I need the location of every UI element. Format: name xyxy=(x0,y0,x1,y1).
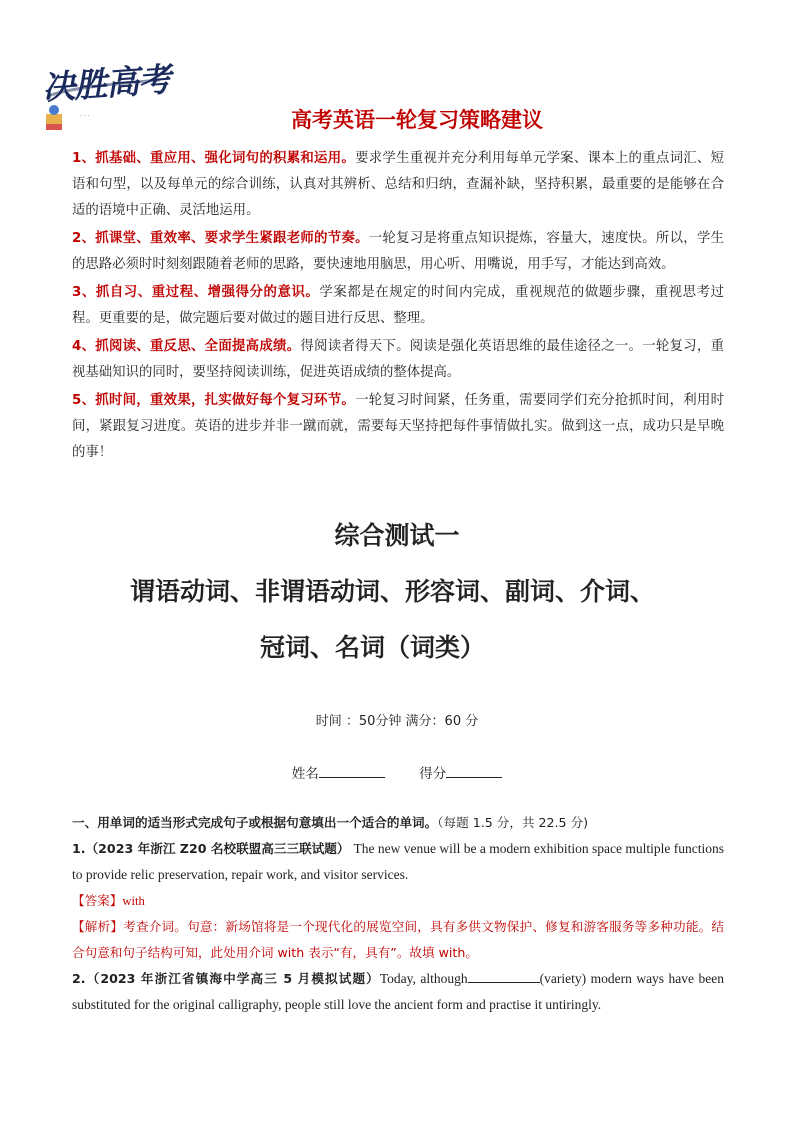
strategy-item xyxy=(72,146,724,224)
section-heading-text: 一、用单词的适当形式完成句子或根据句意填出一个适合的单词。 xyxy=(72,815,438,830)
question-text-before: Today, although xyxy=(379,971,468,986)
question-source: （2023 年浙江 Z20 名校联盟高三三联试题） xyxy=(85,841,350,856)
test-title: 综合测试一 xyxy=(334,521,460,550)
document-title: 高考英语一轮复习策略建议 xyxy=(291,108,543,132)
test-subtitle-line1: 谓语动词、非谓语动词、形容词、副词、介词、 xyxy=(130,577,656,606)
test-meta: 时间 ：50分钟 满分：60 分 xyxy=(315,714,479,729)
strategy-body: 要求学生重视并充分利用每单元学案、课本上的重点词汇、短语和句型，以及每单元的综合训练，认真对其辨析、总结和归纳，查漏补缺，坚持积累，最重要的是能够在合适的语境中正确、灵活地运用。 xyxy=(72,151,724,218)
answer-line xyxy=(72,888,724,914)
explain-tag: 【解析】 xyxy=(72,919,124,934)
score-label: 得分 xyxy=(419,766,447,782)
strategy-list xyxy=(72,146,724,468)
test-subtitle-line2: 冠词、名词（词类） xyxy=(260,633,486,662)
question-text-after: (variety) modern ways have been substituted for the original calligraphy, people still love the ancient form and practise it untiringly. xyxy=(72,971,724,1012)
name-blank[interactable] xyxy=(319,763,385,778)
strategy-heading: 5、抓时间，重效果，扎实做好每个复习环节。 xyxy=(72,393,356,408)
section-heading xyxy=(72,810,724,836)
answer-blank[interactable] xyxy=(468,968,540,983)
strategy-heading: 4、抓阅读、重反思、全面提高成绩。 xyxy=(72,339,301,354)
name-label: 姓名 xyxy=(291,766,319,782)
question-item xyxy=(72,966,724,1018)
section-points: （每题 1.5 分，共 22.5 分) xyxy=(437,815,589,830)
answer-value: with xyxy=(122,894,145,908)
question-number: 2. xyxy=(72,971,86,986)
question-section xyxy=(72,810,724,1018)
explain-line xyxy=(72,914,724,966)
strategy-item xyxy=(72,226,724,278)
explain-text: 考查介词。句意：新场馆将是一个现代化的展览空间，具有多供文物保护、修复和游客服务等多种功能。结合句意和句子结构可知，此处用介词 with 表示“有，具有”。故填 with。 xyxy=(72,919,725,960)
strategy-item xyxy=(72,388,724,466)
strategy-heading: 3、抓自习、重过程、增强得分的意识。 xyxy=(72,285,320,300)
score-blank[interactable] xyxy=(446,763,502,778)
strategy-item xyxy=(72,280,724,332)
strategy-body: 一轮复习是将重点知识提炼，容量大，速度快。所以，学生的思路必须时时刻刻跟随着老师的思路，要快速地用脑思，用心听、用嘴说，用手写，才能达到高效。 xyxy=(72,231,724,272)
strategy-body: 得阅读者得天下。阅读是强化英语思维的最佳途径之一。一轮复习，重视基础知识的同时，要坚持阅读训练，促进英语成绩的整体提高。 xyxy=(72,339,724,380)
question-text: The new venue will be a modern exhibition space multiple functions to provide relic preservation, repair work, and visitor services. xyxy=(72,841,724,882)
strategy-heading: 1、抓基础、重应用、强化词句的积累和运用。 xyxy=(72,151,356,166)
logo-text: 决胜高考 xyxy=(40,59,172,108)
strategy-heading: 2、抓课堂、重效率、要求学生紧跟老师的节奏。 xyxy=(72,231,369,246)
name-score-line xyxy=(0,762,794,782)
answer-tag: 【答案】 xyxy=(72,893,123,908)
strategy-item xyxy=(72,334,724,386)
svg-text:· · ·: · · · xyxy=(80,113,90,120)
strategy-body: 学案都是在规定的时间内完成，重视规范的做题步骤，重视思考过程。更重要的是，做完题后要对做过的题目进行反思、整理。 xyxy=(72,285,724,326)
question-number: 1. xyxy=(72,841,86,856)
question-item xyxy=(72,836,724,888)
strategy-body: 一轮复习时间紧，任务重，需要同学们充分抢抓时间，利用时间，紧跟复习进度。英语的进步并非一蹴而就，需要每天坚持把每件事情做扎实。做到这一点，成功只是早晚的事！ xyxy=(72,393,724,460)
question-source: （2023 年浙江省镇海中学高三 5 月模拟试题） xyxy=(85,971,380,986)
